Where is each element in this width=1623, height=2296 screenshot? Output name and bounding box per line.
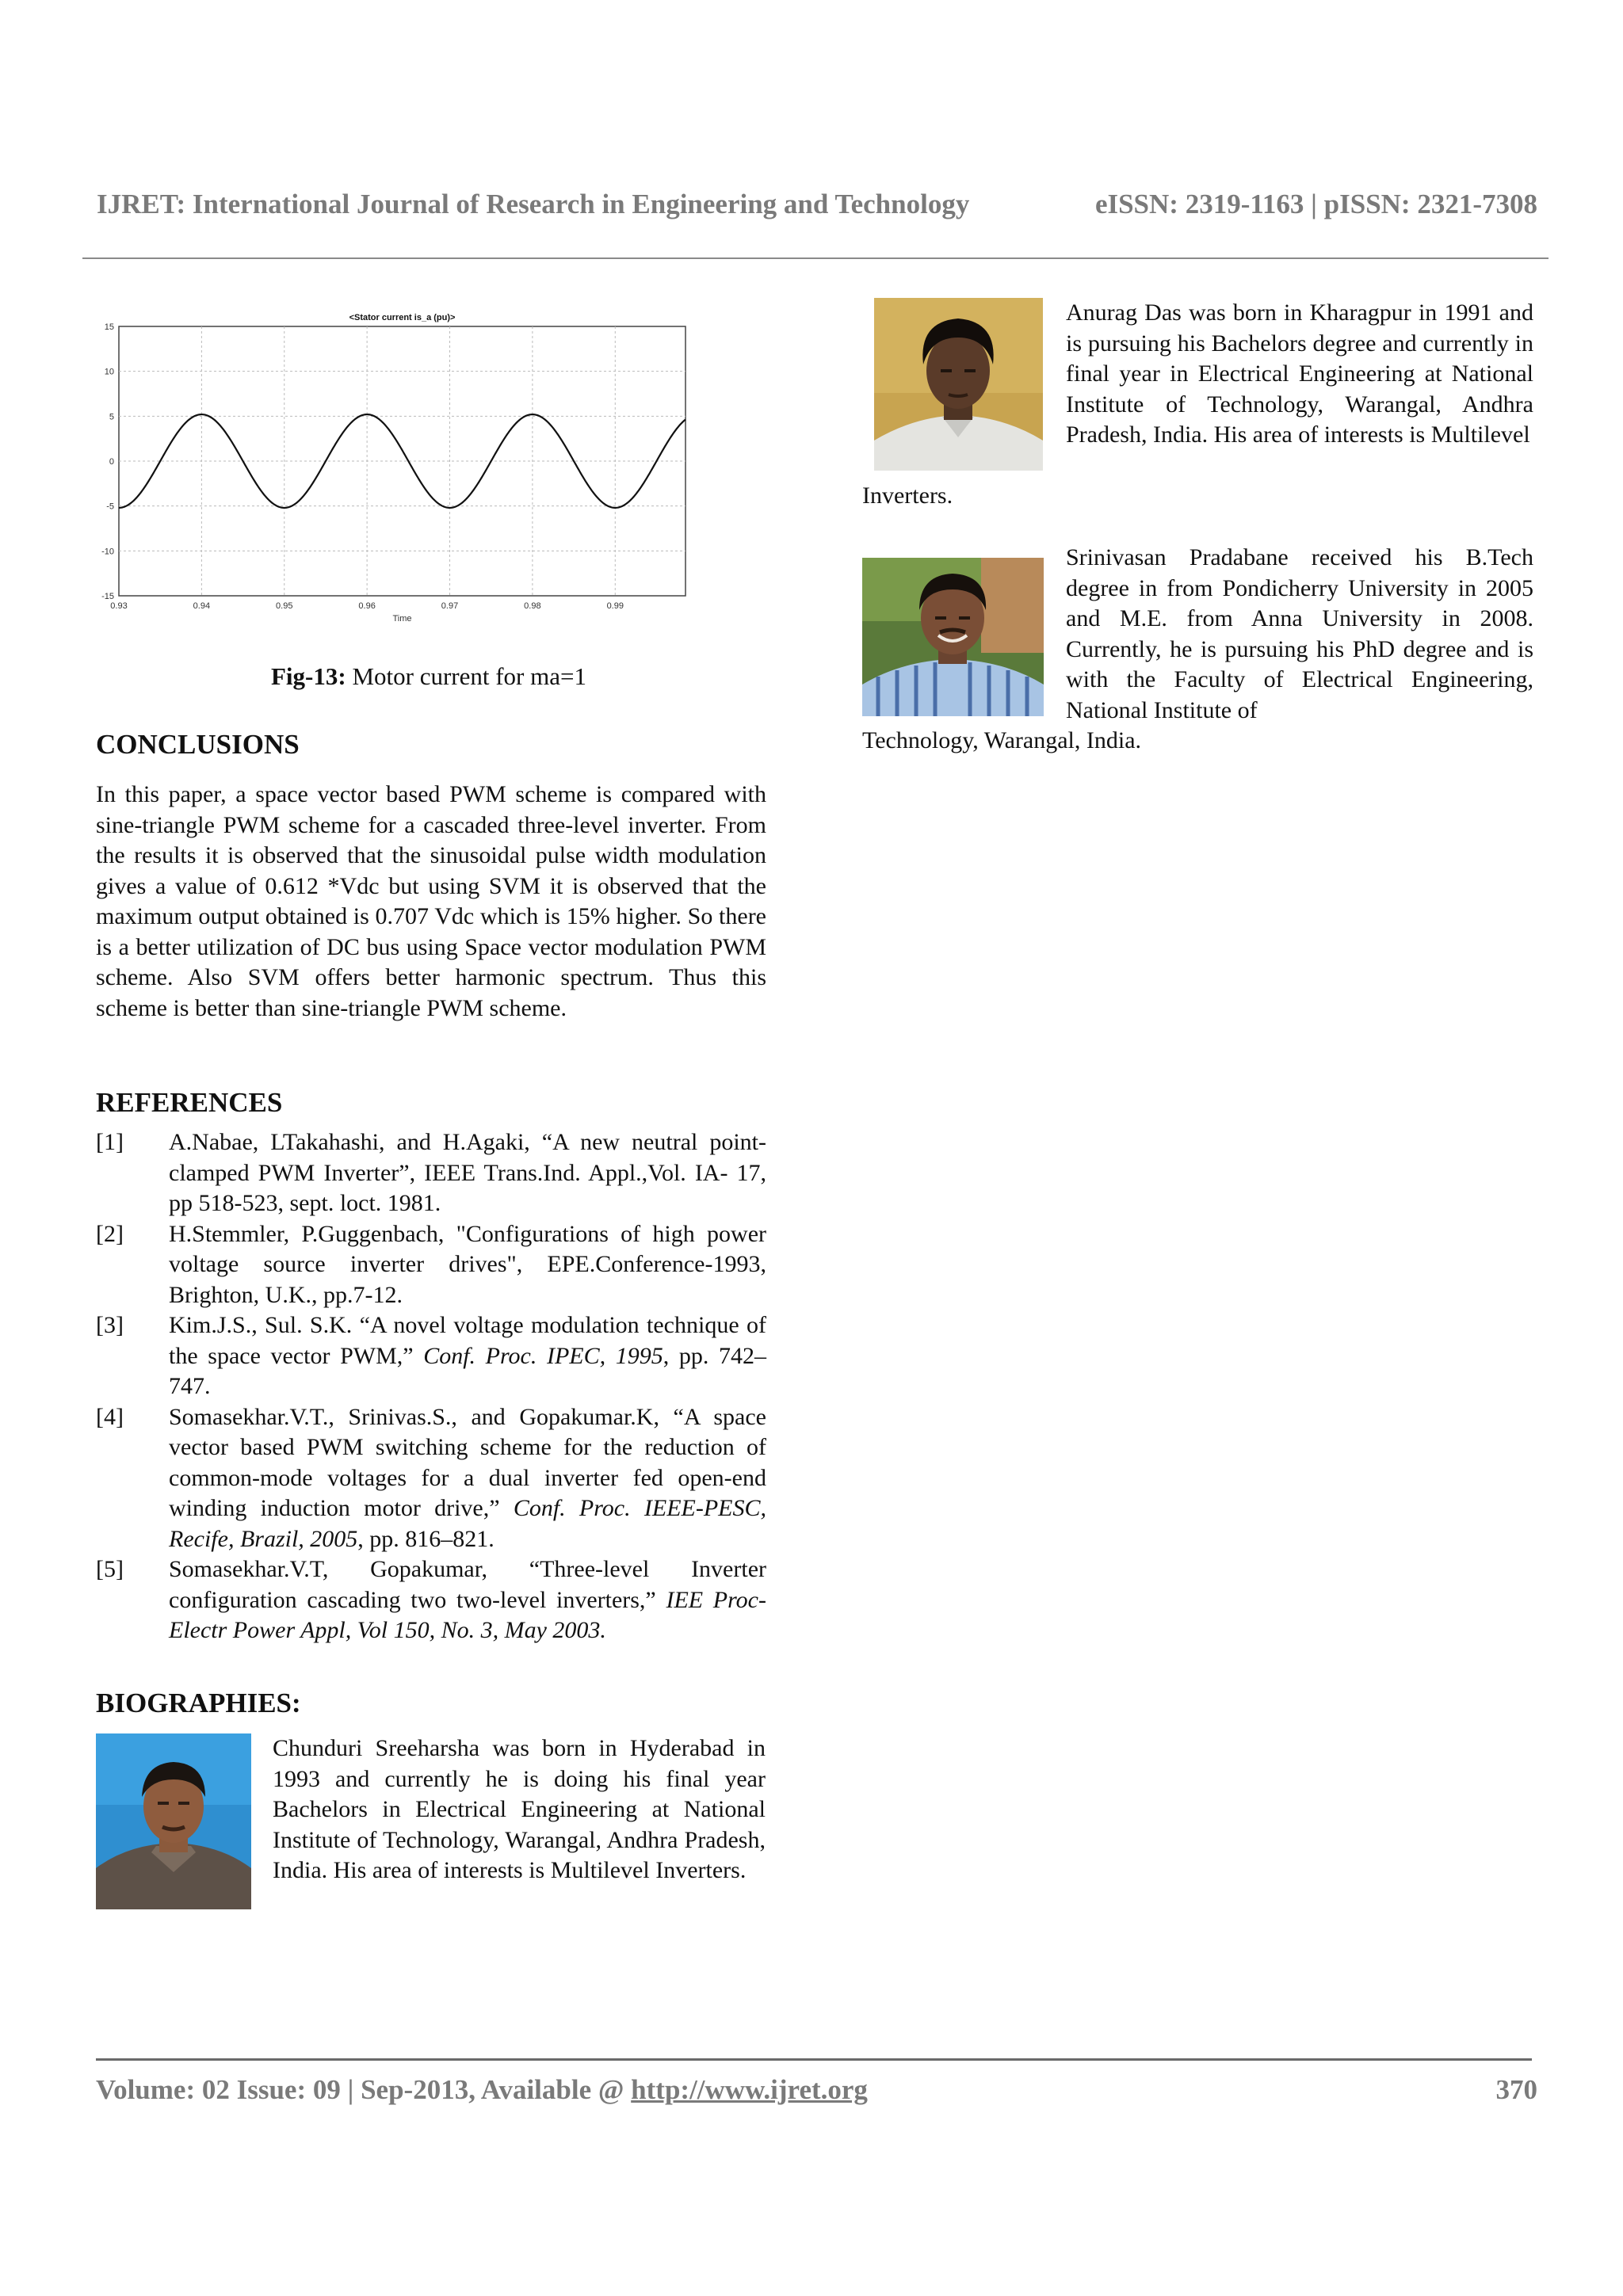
reference-body: Somasekhar.V.T, Gopakumar, “Three-level Inverter configuration cascading two two-level inverters,” bbox=[169, 1556, 766, 1613]
footer-volume: Volume: 02 Issue: 09 | Sep-2013, Available @ bbox=[96, 2074, 632, 2105]
reference-item bbox=[96, 1402, 766, 1555]
y-tick-label: -10 bbox=[101, 547, 114, 557]
bio-anurag-tail: Inverters. bbox=[862, 482, 953, 509]
footer-rule bbox=[96, 2058, 1532, 2061]
chart-title: <Stator current is_a (pu)> bbox=[349, 313, 456, 322]
page-footer bbox=[96, 2074, 1537, 2106]
reference-item bbox=[96, 1127, 766, 1219]
reference-body: H.Stemmler, P.Guggenbach, "Configurations of high power voltage source inverter drives", EPE.Conference-1993, Brighton, U.K., pp.7-12. bbox=[169, 1220, 766, 1308]
reference-number: [1] bbox=[96, 1129, 124, 1155]
reference-text bbox=[169, 1402, 766, 1555]
reference-item bbox=[96, 1554, 766, 1646]
x-tick-label: 0.96 bbox=[358, 601, 376, 611]
reference-venue: Conf. Proc. IPEC, 1995 bbox=[423, 1342, 663, 1369]
bio-srinivasan-tail: Technology, Warangal, India. bbox=[862, 727, 1142, 753]
x-axis-label: Time bbox=[392, 614, 412, 624]
page-number: 370 bbox=[1495, 2074, 1537, 2105]
references-list bbox=[96, 1127, 766, 1646]
reference-number: [5] bbox=[96, 1556, 124, 1582]
reference-item bbox=[96, 1219, 766, 1311]
y-tick-label: -15 bbox=[101, 592, 114, 601]
figure-caption-label: Fig-13: bbox=[271, 662, 346, 690]
reference-body: Kim.J.S., Sul. S.K. “A novel voltage modulation technique of the space vector PWM,” bbox=[169, 1312, 766, 1369]
reference-number: [2] bbox=[96, 1220, 124, 1247]
reference-item bbox=[96, 1310, 766, 1402]
srinivasan-photo bbox=[862, 558, 1044, 716]
y-tick-label: 15 bbox=[104, 322, 114, 332]
x-tick-label: 0.95 bbox=[276, 601, 293, 611]
bio-srinivasan: Srinivasan Pradabane received his B.Tech degree in from Pondicherry University in 2005 and M.E. from Anna University in 2008. Currently, he is pursuing his PhD degree and is with the Faculty of Electrical Engineering, National Institute of bbox=[1066, 544, 1533, 723]
y-tick-label: 10 bbox=[104, 367, 114, 377]
footer-url-link[interactable]: http://www.ijret.org bbox=[631, 2074, 868, 2105]
figure-caption bbox=[101, 662, 756, 691]
reference-number: [3] bbox=[96, 1312, 124, 1338]
reference-pages: , pp. 816–821. bbox=[357, 1525, 495, 1552]
y-tick-label: 5 bbox=[109, 412, 114, 422]
biographies-heading: BIOGRAPHIES: bbox=[96, 1688, 301, 1718]
reference-text bbox=[169, 1219, 766, 1311]
y-tick-label: 0 bbox=[109, 457, 114, 467]
issn: eISSN: 2319-1163 | pISSN: 2321-7308 bbox=[1094, 189, 1537, 219]
reference-venue: IEE Proc-Electr Power Appl, Vol 150, No. 3, May 2003. bbox=[169, 1586, 766, 1643]
chunduri-photo bbox=[96, 1733, 251, 1909]
references-heading: REFERENCES bbox=[96, 1087, 283, 1118]
reference-text bbox=[169, 1127, 766, 1219]
page-header bbox=[86, 189, 1537, 236]
reference-venue: Conf. Proc. IEEE-PESC, Recife, Brazil, 2005 bbox=[169, 1495, 766, 1552]
figure-caption-text: Motor current for ma=1 bbox=[346, 662, 586, 690]
reference-body: Somasekhar.V.T., Srinivas.S., and Gopakumar.K, “A space vector based PWM switching scheme for the reduction of common-mode voltages for a dual inverter fed open-end winding induction motor drive,” bbox=[169, 1403, 766, 1521]
reference-body: A.Nabae, LTakahashi, and H.Agaki, “A new neutral point-clamped PWM Inverter”, IEEE Trans.Ind. Appl.,Vol. IA- 17, pp 518-523, sept. loct. 1981. bbox=[169, 1129, 766, 1216]
x-tick-label: 0.94 bbox=[193, 601, 211, 611]
stator-current-chart bbox=[101, 301, 688, 634]
reference-text bbox=[169, 1554, 766, 1646]
reference-text bbox=[169, 1310, 766, 1402]
reference-number: [4] bbox=[96, 1403, 124, 1430]
header-rule bbox=[82, 257, 1549, 259]
x-tick-label: 0.93 bbox=[110, 601, 128, 611]
x-tick-label: 0.97 bbox=[441, 601, 459, 611]
conclusions-text: In this paper, a space vector based PWM scheme is compared with sine-triangle PWM scheme for a cascaded three-level inverter. From the results it is observed that the sinusoidal pulse width modulation gives a value of 0.612 *Vdc but using SVM it is observed that the maximum output obtained is 0.707 Vdc which is 15% higher. So there is a better utilization of DC bus using Space vector modulation PWM scheme. Also SVM offers better harmonic spectrum. Thus this scheme is better than sine-triangle PWM scheme. bbox=[96, 781, 766, 1021]
journal-title: IJRET: International Journal of Research in Engineering and Technology bbox=[97, 189, 970, 219]
bio-chunduri: Chunduri Sreeharsha was born in Hyderabad in 1993 and currently he is doing his final year Bachelors in Electrical Engineering at National Institute of Technology, Warangal, Andhra Pradesh, India. His area of interests is Multilevel Inverters. bbox=[273, 1735, 766, 1883]
y-tick-label: -5 bbox=[106, 502, 114, 512]
conclusions-heading: CONCLUSIONS bbox=[96, 729, 300, 760]
reference-pages: , pp. 742–747. bbox=[169, 1342, 767, 1399]
bio-anurag: Anurag Das was born in Kharagpur in 1991 and is pursuing his Bachelors degree and currently in final year in Electrical Engineering at National Institute of Technology, Warangal, Andhra Pradesh, India. His area of interests is Multilevel bbox=[1066, 299, 1533, 448]
anurag-photo bbox=[874, 298, 1043, 471]
x-tick-label: 0.98 bbox=[524, 601, 541, 611]
x-tick-label: 0.99 bbox=[606, 601, 624, 611]
